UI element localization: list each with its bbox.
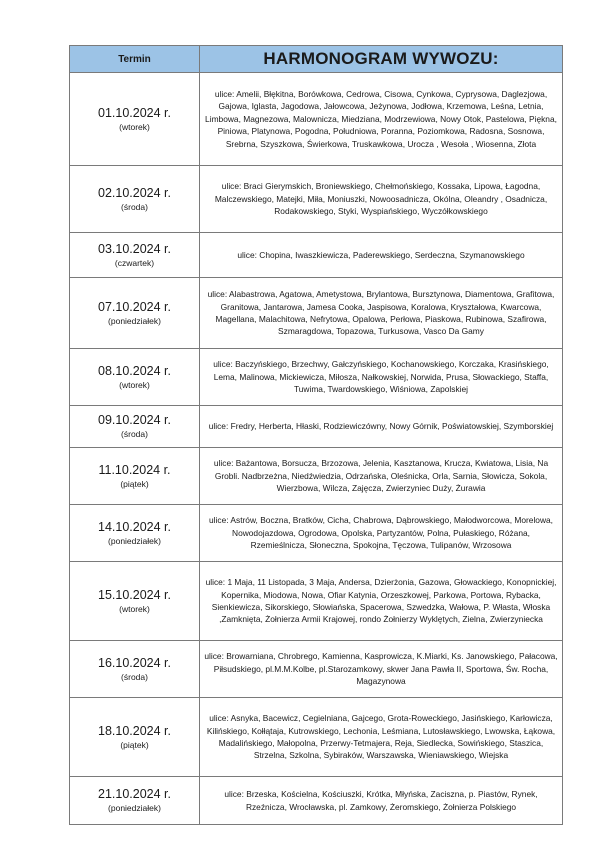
street-list: ulice: Astrów, Boczna, Bratków, Cicha, Chabrowa, Dąbrowskiego, Małodworcowa, Morelowa, Nowodojazdowa, Ogrodowa, Opolska, Partyzantów, Polna, Pułaskiego, Różana, Rzemieślnicza, Słoneczna, Spokojna, Tęczowa, Tulipanów, Wrzosowa [209, 515, 553, 551]
pickup-date: 07.10.2024 r. [98, 299, 171, 314]
street-list: ulice: Alabastrowa, Agatowa, Ametystowa, Brylantowa, Bursztynowa, Diamentowa, Grafitowa, Granitowa, Jantarowa, Jamesa Cooka, Jaspisowa, Koralowa, Kryształowa, Kwarcowa, Magellana, Malachitowa, Nefrytowa, Opalowa, Perłowa, Piaskowa, Rubinowa, Szafirowa, Szmaragdowa, Topazowa, Turkusowa, Vasco Da Gamy [207, 289, 555, 337]
streets-cell [200, 406, 563, 448]
date-cell [70, 505, 200, 562]
streets-cell [200, 448, 563, 505]
header-date-column: Termin [70, 46, 200, 73]
date-cell [70, 562, 200, 641]
pickup-weekday: (środa) [121, 429, 148, 439]
street-list: ulice: Chopina, Iwaszkiewicza, Paderewskiego, Serdeczna, Szymanowskiego [237, 249, 525, 260]
date-cell [70, 349, 200, 406]
street-list: ulice: Brzeska, Kościelna, Kościuszki, Krótka, Młyńska, Zaciszna, p. Piastów, Rynek, Rzeźnicza, Wrocławska, pl. Zamkowy, Żeromskiego, Żołnierza Polskiego [224, 789, 538, 812]
street-list: ulice: Fredry, Herberta, Hłaski, Rodziewiczówny, Nowy Górnik, Poświatowskiej, Szymborskiej [208, 421, 554, 432]
street-list: ulice: Braci Gierymskich, Broniewskiego, Chełmońskiego, Kossaka, Lipowa, Łagodna, Malczewskiego, Matejki, Miła, Moniuszki, Nowoosadnicza, Okólna, Oleandry , Osadnicza, Rodakowskiego, Styki, Wyspiańskiego, Wyczółkowskiego [214, 181, 548, 217]
pickup-weekday: (piątek) [120, 478, 149, 489]
street-list: ulice: Asnyka, Bacewicz, Cegielniana, Gajcego, Grota-Roweckiego, Jasińskiego, Karłowicza, Kilińskiego, Kołłątaja, Kutrowskiego, Lechonia, Leśmiana, Lutosławskiego, Lwowska, Łąkowa, Madalińskiego, Małopolna, Przerwy-Tetmajera, Reja, Siedlecka, Sowińskiego, Staszica, Strzelna, Szkolna, Sybiraków, Warszawska, Wieniawskiego, Wiejska [206, 713, 556, 761]
date-cell [70, 641, 200, 698]
pickup-date: 16.10.2024 r. [98, 655, 171, 670]
pickup-weekday: (czwartek) [114, 257, 155, 268]
street-list: ulice: Browarniana, Chrobrego, Kamienna, Kasprowicza, K.Miarki, Ks. Janowskiego, Pałacowa, Piłsudskiego, pl.M.M.Kolbe, pl.Starozamkowy, skwer Jana Pawła II, Sportowa, Św. Rocha, Magazynowa [204, 651, 558, 687]
table-row [70, 349, 563, 406]
pickup-date: 08.10.2024 r. [98, 363, 171, 378]
date-cell [70, 166, 200, 233]
table-row [70, 505, 563, 562]
pickup-date: 18.10.2024 r. [98, 723, 171, 738]
header-title: HARMONOGRAM WYWOZU: [200, 46, 563, 73]
pickup-weekday: (poniedziałek) [108, 535, 161, 546]
street-list: ulice: Amelii, Błękitna, Borówkowa, Cedrowa, Cisowa, Cynkowa, Cyprysowa, Daglezjowa, Gajowa, Iglasta, Jagodowa, Jałowcowa, Jeżynowa, Jodłowa, Krzemowa, Leśna, Letnia, Limbowa, Magnezowa, Malownicza, Miedziana, Modrzewiowa, Nowy Otok, Pastelowa, Piękna, Piniowa, Platynowa, Pogodna, Południowa, Poranna, Poziomkowa, Radosna, Sosnowa, Srebrna, Szyszkowa, Świerkowa, Truskawkowa, Urocza , Wesoła , Wiosenna, Złota [205, 88, 557, 149]
streets-cell [200, 73, 563, 166]
streets-cell [200, 505, 563, 562]
pickup-weekday: (środa) [121, 671, 148, 682]
pickup-date: 21.10.2024 r. [98, 787, 171, 801]
streets-cell [200, 278, 563, 349]
table-row [70, 562, 563, 641]
table-row [70, 777, 563, 825]
table-row [70, 233, 563, 278]
date-cell [70, 233, 200, 278]
streets-cell [200, 641, 563, 698]
date-cell [70, 278, 200, 349]
streets-cell [200, 349, 563, 406]
table-row [70, 448, 563, 505]
table-row [70, 278, 563, 349]
pickup-date: 11.10.2024 r. [98, 462, 171, 477]
table-row [70, 406, 563, 448]
pickup-weekday: (wtorek) [119, 379, 150, 390]
date-cell [70, 777, 200, 825]
table-row [70, 698, 563, 777]
pickup-date: 15.10.2024 r. [98, 587, 171, 602]
pickup-date: 01.10.2024 r. [98, 105, 171, 120]
pickup-date: 03.10.2024 r. [98, 241, 171, 256]
header-row [70, 46, 563, 73]
table-row [70, 73, 563, 166]
pickup-weekday: (środa) [121, 201, 148, 212]
table-row [70, 166, 563, 233]
date-cell [70, 448, 200, 505]
streets-cell [200, 562, 563, 641]
pickup-weekday: (wtorek) [119, 121, 150, 132]
schedule-table [69, 45, 563, 825]
street-list: ulice: Bażantowa, Borsucza, Brzozowa, Jelenia, Kasztanowa, Krucza, Kwiatowa, Lisia, Na Grobli. Nadbrzeżna, Niedźwiedzia, Odrzańska, Oleśnicka, Orla, Sarnia, Słowicza, Sokola, Wierzbowa, Wilcza, Zajęcza, Zwierzyniec Duży, Żurawia [213, 458, 549, 494]
table-row [70, 641, 563, 698]
streets-cell [200, 777, 563, 825]
date-cell [70, 406, 200, 448]
pickup-weekday: (poniedziałek) [108, 315, 161, 326]
street-list: ulice: Baczyńskiego, Brzechwy, Gałczyńskiego, Kochanowskiego, Korczaka, Krasińskiego, Lema, Malinowa, Mickiewicza, Miłosza, Nałkowskiej, Norwida, Prusa, Słowackiego, Staffa, Tuwima, Twardowskiego, Wiśniowa, Zapolskiej [213, 359, 549, 395]
date-cell [70, 698, 200, 777]
pickup-weekday: (piątek) [120, 739, 149, 750]
streets-cell [200, 233, 563, 278]
pickup-date: 02.10.2024 r. [98, 185, 171, 200]
street-list: ulice: 1 Maja, 11 Listopada, 3 Maja, Andersa, Dzierżonia, Gazowa, Głowackiego, Konopnickiej, Kopernika, Miodowa, Nowa, Ofiar Katynia, Orzeszkowej, Parkowa, Portowa, Rybacka, Sienkiewicza, Sikorskiego, Słowiańska, Spacerowa, Szwedzka, Wałowa, P. Własta, Włoska ,Zamknięta, Żołnierza Armii Krajowej, rondo Żołnierzy Wyklętych, Zielna, Zwierzyniecka [205, 577, 557, 625]
pickup-date: 09.10.2024 r. [98, 413, 171, 427]
pickup-date: 14.10.2024 r. [98, 519, 171, 534]
pickup-weekday: (poniedziałek) [108, 803, 161, 813]
streets-cell [200, 698, 563, 777]
date-cell [70, 73, 200, 166]
pickup-weekday: (wtorek) [119, 603, 150, 614]
streets-cell [200, 166, 563, 233]
